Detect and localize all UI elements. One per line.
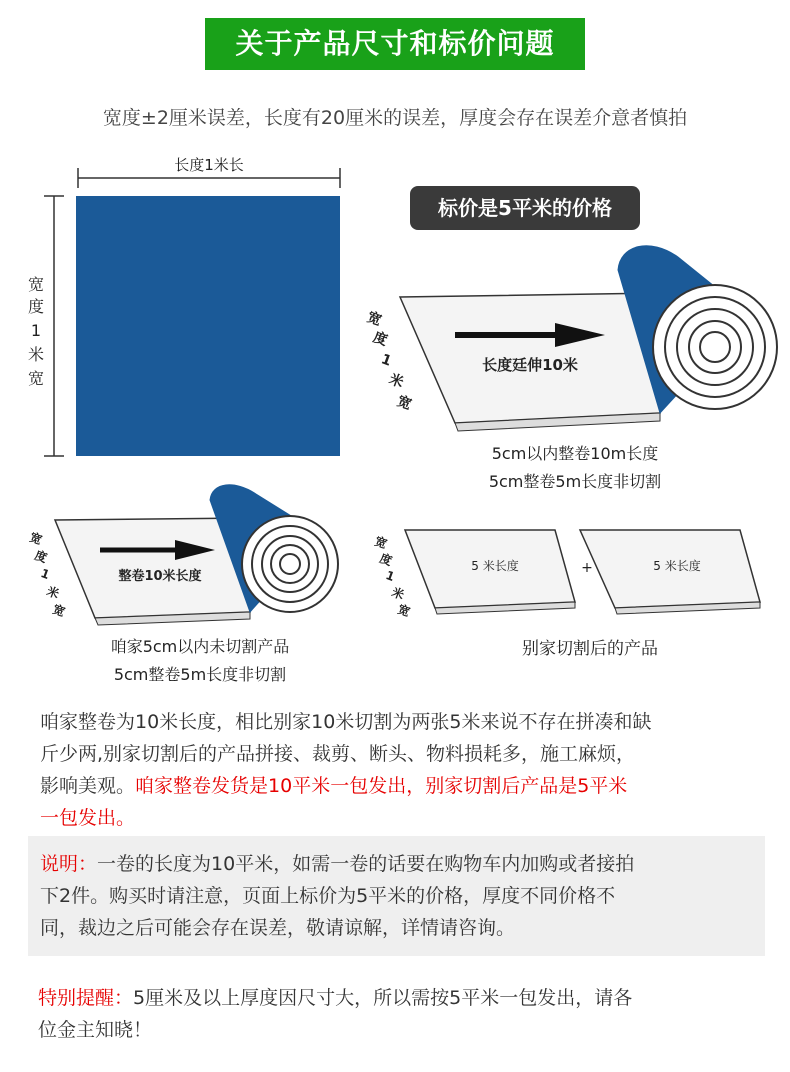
- roll1-side-label: [365, 308, 414, 413]
- width-label: [28, 275, 44, 388]
- piece-label-2: 5 米长度: [653, 559, 701, 573]
- price-badge: 标价是5平米的价格: [410, 186, 640, 230]
- roll2-caption-2: 5cm整卷5m长度非切割: [113, 665, 287, 684]
- svg-text:1: 1: [378, 351, 394, 370]
- note-text: 说明：一卷的长度为10平米，如需一卷的话要在购物车内加购或者接拍 下2件。购买时请注意，页面上标价为5平米的价格，厚度不同价格不 同，裁边之后可能会存在误差，敬请谅解，详情请咨询。: [40, 853, 635, 939]
- plus-sign: +: [581, 560, 593, 576]
- roll2-arrow-label: 整卷10米长度: [118, 569, 202, 584]
- svg-text:1: 1: [38, 566, 52, 583]
- roll-diagram-1: [360, 235, 790, 435]
- roll1-arrow-label: 长度廷伸10米: [482, 356, 578, 374]
- length-label: 长度1米长: [174, 156, 244, 174]
- svg-text:度: 度: [370, 329, 390, 350]
- svg-text:米: 米: [27, 345, 45, 364]
- cut-side-label: [373, 533, 412, 619]
- roll-diagram-2: [20, 484, 350, 630]
- svg-text:宽: 宽: [27, 275, 45, 294]
- svg-text:度: 度: [27, 297, 45, 316]
- material-square: [76, 196, 340, 456]
- cut-diagram: [365, 522, 785, 622]
- roll2-side-label: [28, 529, 67, 619]
- svg-text:宽: 宽: [50, 602, 67, 620]
- svg-text:宽: 宽: [394, 393, 414, 414]
- svg-text:米: 米: [386, 371, 406, 392]
- special-reminder: 特别提醒：5厘米及以上厚度因尺寸大，所以需按5平米一包发出，请各 位金主知晓！: [38, 987, 633, 1041]
- svg-text:1: 1: [30, 321, 42, 340]
- svg-text:1: 1: [383, 568, 397, 585]
- size-diagram: [0, 140, 380, 470]
- comparison-paragraph: 咱家整卷为10米长度，相比别家10米切割为两张5米来说不存在拼凑和缺 斤少两,别家切割后的产品拼接、裁剪、断头、物料损耗多，施工麻烦， 影响美观。咱家整卷发货是10平米一包发出，别家切割后产品是5平米 一包发出。: [40, 711, 652, 829]
- roll1-caption-2: 5cm整卷5m长度非切割: [488, 472, 662, 491]
- svg-text:宽: 宽: [364, 309, 384, 330]
- svg-text:度: 度: [32, 548, 49, 566]
- roll1-caption-1: 5cm以内整卷10m长度: [491, 444, 659, 463]
- svg-text:度: 度: [377, 551, 394, 569]
- svg-text:宽: 宽: [395, 602, 412, 620]
- svg-text:宽: 宽: [27, 369, 45, 388]
- title-banner: 关于产品尺寸和标价问题: [205, 18, 585, 70]
- svg-text:宽: 宽: [27, 530, 44, 548]
- cut-caption: 别家切割后的产品: [522, 639, 658, 659]
- piece-label-1: 5 米长度: [471, 559, 519, 573]
- svg-text:宽: 宽: [372, 534, 389, 552]
- roll2-caption-1: 咱家5cm以内未切割产品: [110, 637, 290, 656]
- svg-text:米: 米: [44, 584, 61, 602]
- tolerance-note: 宽度±2厘米误差，长度有20厘米的误差，厚度会存在误差介意者慎拍: [102, 107, 688, 129]
- svg-text:米: 米: [389, 585, 406, 603]
